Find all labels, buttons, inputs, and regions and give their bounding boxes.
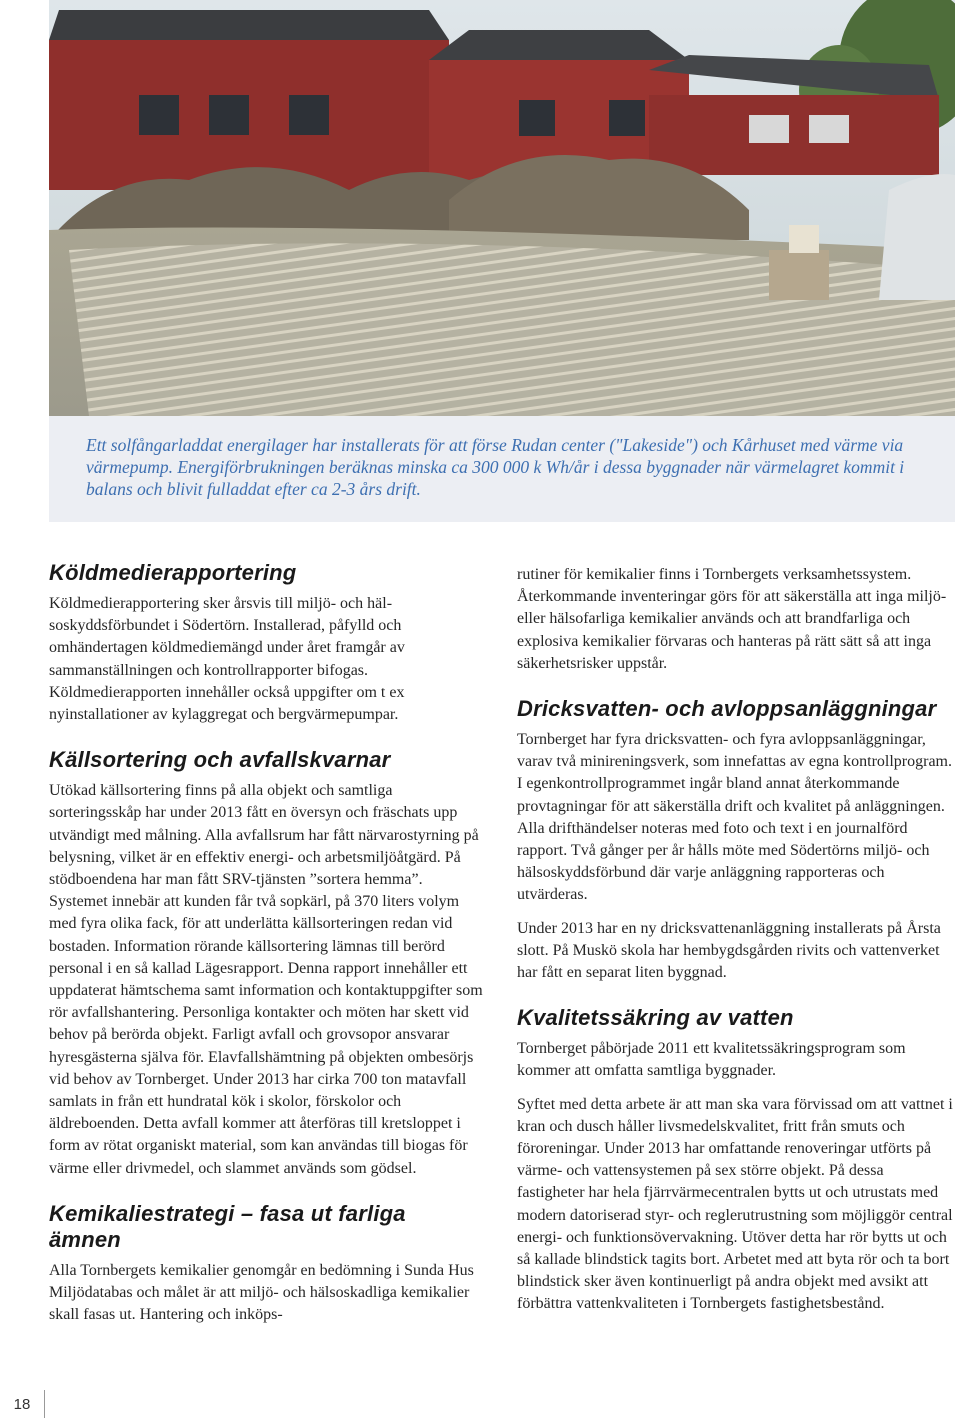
paragraph-kvalitet-2: Syftet med detta arbete är att man ska vara förvissad om att vattnet i kran och dusch håller livsmedelskvalitet, fritt från smuts och föroreningar. Under 2013 har omfattande renoveringar utförts på värme- och vattensystemen på sex större objekt. På dessa fastigheter har hela fjärrvärmecentralen bytts ut och utrustats med modern datoriserad styr- och reglerutrustning som möjliggör central energi- och funktionsövervakning. Utöver detta har rör bytts ut och så kallade blindstick tagits bort. Arbetet med att byta rör och ta bort blindstick sker även kontinuerligt på andra objekt med avsikt att förbättra vattenkvaliteten i Tornbergets fastighetsbestånd. (517, 1095, 953, 1313)
heading-kallsortering: Källsortering och avfallskvarnar (49, 747, 391, 773)
paragraph-kvalitet-1: Tornberget påbörjade 2011 ett kvalitetssäkringsprogram som kommer att omfatta samtliga byggnader. (517, 1040, 906, 1080)
heading-koldmedierapportering: Köldmedierapportering (49, 560, 297, 585)
page-number-rule (44, 1390, 45, 1418)
paragraph-koldmedie: Köldmedierapportering sker årsvis till miljö- och hälsoskyddsförbundet i Södertörn. Installerad, påfylld och omhändertagen köldmediemängd under året framgår av sammanställningen och kontrollrapporter bifogas. Köldmedierapporten innehåller också uppgifter om t ex nyinstallationer av kylaggregat och bergvärmepumpar. (49, 595, 405, 724)
paragraph-kemikalie-continued: rutiner för kemikalier finns i Tornbergets verksamhetssystem. Återkommande inventeringar görs för att säkerställa att inga miljö- eller hälsofarliga kemikalier används och att brandfarliga och explosiva kemikalier förvaras och hanteras på rätt sätt så att inga säkerhetsrisker uppstår. (517, 566, 947, 672)
paragraph-kemikalie: Alla Tornbergets kemikalier genomgår en bedömning i Sunda Hus Miljödatabas och målet är att miljö- och hälsoskadliga kemikalier skall fasas ut. Hantering och inköps- (49, 1261, 474, 1324)
paragraph-kallsortering: Utökad källsortering finns på alla objekt och samtliga sorteringsskåp har under 2013 fått en översyn och fräschats upp utvändigt med målning. Alla avfallsrum har fått närvarostyrning på belysning, vilket är en effektiv energi- och arbetsmiljöåtgärd. På stödboendena har man fått SRV-tjänsten ”sortera hemma”. Systemet innebär att kunden får två sopkärl, på 370 liters volym med fyra olika fack, för att underlätta källsorteringen redan vid bostaden. Information rörande källsortering lämnas till berörd personal i en så kallad Lägesrapport. Denna rapport innehåller ett uppdaterat hämtschema samt information och kontaktuppgifter som rör avfallshantering. Personliga kontakter och möten har skett vid behov på berörda objekt. Farligt avfall och grovsopor ansvarar hyresgästerna själva för. Elavfallshämtning på objekten ombesörjs vid behov av Tornberget. Under 2013 har cirka 700 ton matavfall samlats in från ett hundratal kök i skolor, förskolor och äldreboenden. Detta avfall kommer att återföras till kretsloppet i form av rötat organiskt material, som kan användas till biogas för värme eller drivmedel, och slammet används som gödsel. (49, 782, 483, 1177)
left-column (49, 560, 483, 1326)
heading-kemikaliestrategi: Kemikaliestrategi – fasa ut farliga ämnen (49, 1200, 406, 1252)
photo-caption-box (49, 416, 955, 522)
page-number: 18 (13, 1396, 31, 1413)
right-column (517, 564, 953, 1316)
photo-illustration (49, 0, 955, 416)
heading-dricksvatten: Dricksvatten- och avloppsanläggningar (517, 696, 937, 722)
paragraph-dricksvatten-2: Under 2013 har en ny dricksvattenanläggning installerats på Årsta slott. På Muskö skola har hembygdsgården rivits och vattenverket har fått en separat liten byggnad. (517, 919, 941, 982)
paragraph-dricksvatten-1: Tornberget har fyra dricksvatten- och fyra avloppsanläggningar, varav två minireningsverk, som innefattas av egna kontrollprogram. I egenkontrollprogrammet ingår bland annat återkommande provtagningar för att säkerställa drift och kvalitet på anläggningen. Alla drifthändelser noteras med foto och text i en journalförd rapport. Två gånger per år hålls möte med Södertörns miljö- och hälsoskyddsförbund där varje anläggning rapporteras och utvärderas. (517, 731, 952, 904)
construction-photo (49, 0, 955, 416)
heading-kvalitetssakring: Kvalitetssäkring av vatten (517, 1005, 794, 1031)
photo-caption: Ett solfångarladdat energilager har installerats för att förse Rudan center ("Lakeside") och Kårhuset med värme via värmepump. Energiförbrukningen beräknas minska ca 300 000 k Wh/år i dessa byggnader när värmelagret kommit i balans och blivit fulladdat efter ca 2-3 års drift. (86, 435, 905, 499)
